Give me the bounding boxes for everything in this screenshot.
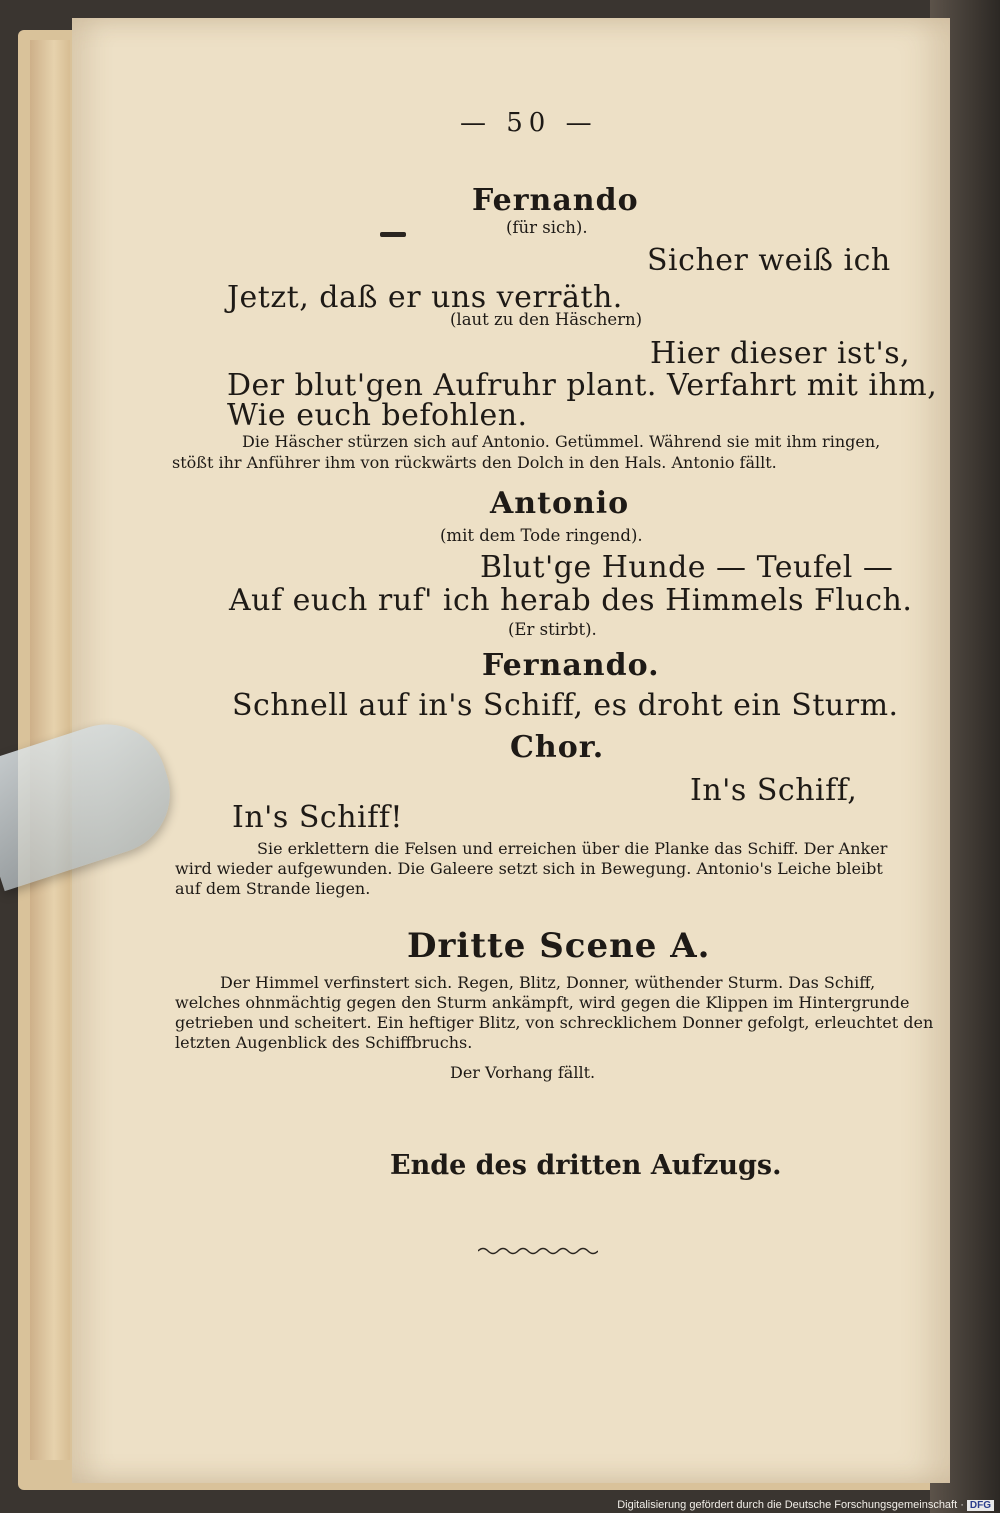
stage-direction: stößt ihr Anführer ihm von rückwärts den Dolch in den Hals. Antonio fällt. xyxy=(172,453,777,472)
stage-direction: Sie erklettern die Felsen und erreichen über die Planke das Schiff. Der Anker xyxy=(257,839,888,858)
ink-mark xyxy=(380,232,406,237)
stage-direction: welches ohnmächtig gegen den Sturm ankämpft, wird gegen die Klippen im Hintergrunde xyxy=(175,993,910,1012)
stage-direction: Die Häscher stürzen sich auf Antonio. Getümmel. Während sie mit ihm ringen, xyxy=(242,432,881,451)
stage-aside: (Er stirbt). xyxy=(508,620,597,639)
stage-direction: auf dem Strande liegen. xyxy=(175,879,371,898)
verse-line: Schnell auf in's Schiff, es droht ein Sturm. xyxy=(232,688,899,723)
speaker-fernando: Fernando. xyxy=(482,648,660,683)
dfg-logo: DFG xyxy=(967,1500,994,1511)
verse-line: In's Schiff, xyxy=(690,773,858,808)
stage-direction: Der Himmel verfinstert sich. Regen, Blitz, Donner, wüthender Sturm. Das Schiff, xyxy=(220,973,876,992)
speaker-fernando: Fernando xyxy=(472,183,639,218)
page-number: — 50 — xyxy=(460,108,598,138)
ornament-divider xyxy=(478,1244,598,1258)
verse-line: Der blut'gen Aufruhr plant. Verfahrt mit ihm, xyxy=(227,368,938,403)
verse-line: In's Schiff! xyxy=(232,800,403,835)
stage-direction: letzten Augenblick des Schiffbruchs. xyxy=(175,1033,473,1052)
stage-direction: wird wieder aufgewunden. Die Galeere setzt sich in Bewegung. Antonio's Leiche bleibt xyxy=(175,859,883,878)
speaker-chor: Chor. xyxy=(510,730,605,765)
act-end: Ende des dritten Aufzugs. xyxy=(390,1150,782,1181)
verse-line: Blut'ge Hunde — Teufel — xyxy=(480,550,894,585)
footer-text: Digitalisierung gefördert durch die Deutsche Forschungsgemeinschaft · xyxy=(617,1499,964,1511)
verse-line: Sicher weiß ich xyxy=(647,243,891,278)
stage-aside: (für sich). xyxy=(506,218,588,237)
verse-line: Wie euch befohlen. xyxy=(227,398,528,433)
verse-line: Auf euch ruf' ich herab des Himmels Fluch. xyxy=(229,583,913,618)
scene-heading: Dritte Scene A. xyxy=(407,926,711,966)
book-page xyxy=(72,18,950,1483)
stage-aside: (mit dem Tode ringend). xyxy=(440,526,643,545)
curtain-line: Der Vorhang fällt. xyxy=(450,1063,596,1082)
verse-line: Jetzt, daß er uns verräth. xyxy=(227,280,623,315)
stage-direction: getrieben und scheitert. Ein heftiger Blitz, von schrecklichem Donner gefolgt, erleuchtet den xyxy=(175,1013,934,1032)
speaker-antonio: Antonio xyxy=(490,486,630,521)
stage-aside: (laut zu den Häschern) xyxy=(450,310,643,329)
footer-credit xyxy=(617,1499,994,1511)
verse-line: Hier dieser ist's, xyxy=(650,336,911,371)
